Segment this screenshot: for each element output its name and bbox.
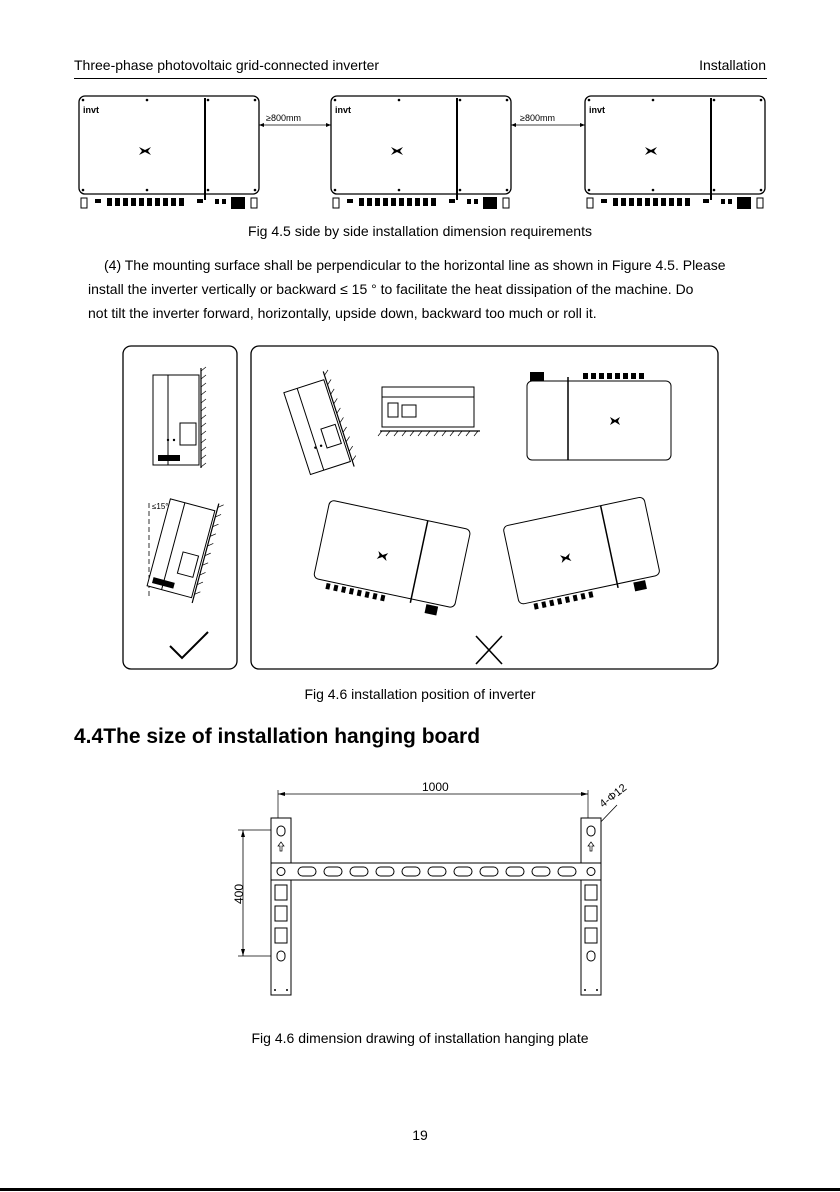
- inverter-right: [585, 96, 765, 209]
- gap-dimension-1: ≥800mm: [266, 113, 301, 123]
- paragraph-line-1: (4) The mounting surface shall be perpendicular to the horizontal line as shown in Figure 4.5. Please: [104, 257, 726, 273]
- rolled-inverter-right: [503, 497, 663, 616]
- forward-tilted-inverter: [281, 370, 359, 480]
- upside-down-inverter: [527, 372, 671, 460]
- brand-logo-2: invt: [335, 105, 352, 115]
- horizontal-lying-inverter: [378, 387, 480, 436]
- backward-tilted-inverter: [146, 491, 224, 604]
- running-header-section: Installation: [699, 57, 766, 73]
- paragraph-line-3: not tilt the inverter forward, horizontally, upside down, backward too much or roll it.: [88, 305, 597, 321]
- inverter-left: [79, 96, 259, 209]
- height-dimension-label: 400: [232, 883, 246, 904]
- figure-4-6-caption-plate: Fig 4.6 dimension drawing of installation hanging plate: [251, 1030, 589, 1046]
- hole-callout-label: 4-Φ12: [597, 781, 630, 811]
- figure-4-6-caption-positions: Fig 4.6 installation position of inverter: [304, 686, 536, 702]
- figure-4-5-caption: Fig 4.5 side by side installation dimension requirements: [248, 223, 592, 239]
- brand-logo-1: invt: [83, 105, 100, 115]
- body-paragraph: [74, 253, 767, 325]
- inverter-middle: [331, 96, 511, 209]
- cross-mark-icon: [476, 636, 502, 664]
- width-dimension-label: 1000: [422, 780, 449, 794]
- bottom-rule: [0, 1188, 840, 1191]
- horizontal-beam: [271, 863, 601, 880]
- gap-dimension-2: ≥800mm: [520, 113, 555, 123]
- section-heading: 4.4The size of installation hanging board: [74, 725, 481, 748]
- figure-hanging-plate-drawing: [225, 778, 630, 1000]
- figure-side-by-side: [70, 88, 775, 213]
- paragraph-line-2: install the inverter vertically or backward ≤ 15 ° to facilitate the heat dissipation of the machine. Do: [88, 281, 694, 297]
- running-header-title: Three-phase photovoltaic grid-connected inverter: [74, 57, 380, 73]
- figure-installation-positions: [120, 343, 722, 673]
- page-number: 19: [412, 1127, 428, 1143]
- tilt-angle-label: ≤15°: [152, 502, 169, 511]
- header-rule: [74, 78, 767, 79]
- rolled-inverter-left: [311, 500, 471, 619]
- check-mark-icon: [170, 632, 208, 658]
- vertical-inverter-side-view: [153, 367, 206, 468]
- brand-logo-3: invt: [589, 105, 606, 115]
